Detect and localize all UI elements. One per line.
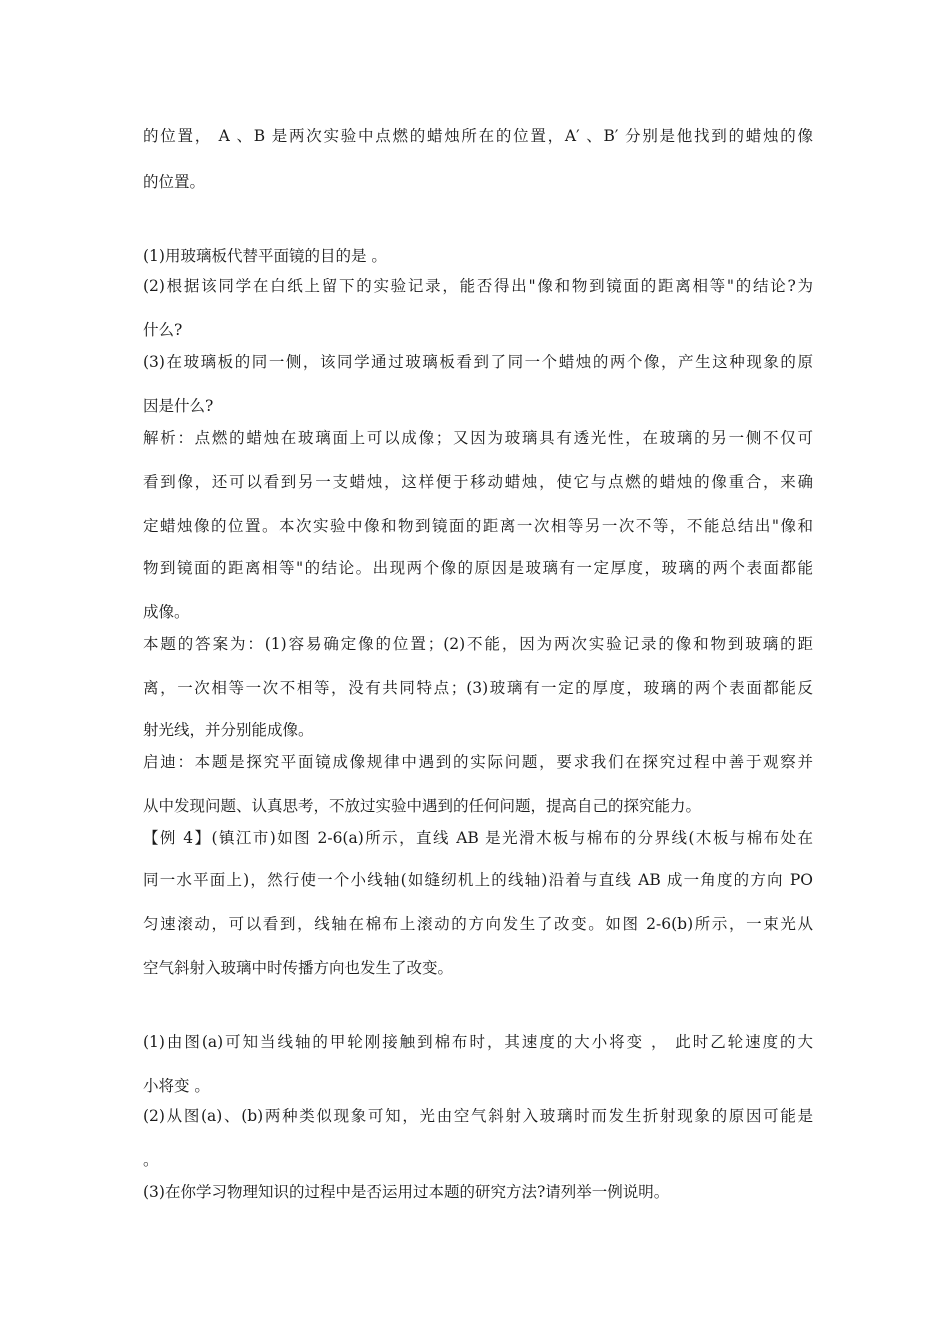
text-line: (2)根据该同学在白纸上留下的实验记录，能否得出"像和物到镜面的距离相等"的结论?为 [143,277,813,295]
text-line: 本题的答案为：(1)容易确定像的位置；(2)不能，因为两次实验记录的像和物到玻璃的距 [143,635,813,653]
text-line: (3)在玻璃板的同一侧，该同学通过玻璃板看到了同一个蜡烛的两个像，产生这种现象的原 [143,353,813,371]
text-line: (1)由图(a)可知当线轴的甲轮刚接触到棉布时，其速度的大小将变 ， 此时乙轮速度的大 [143,1033,813,1051]
text-line: 启迪：本题是探究平面镜成像规律中遇到的实际问题，要求我们在探究过程中善于观察并 [143,753,813,771]
text-line: 的位置。 [143,173,206,191]
text-line: (1)用玻璃板代替平面镜的目的是 。 [143,247,387,265]
text-line: (2)从图(a)、(b)两种类似现象可知，光由空气斜射入玻璃时而发生折射现象的原因可能是 [143,1107,813,1125]
text-line: 解析：点燃的蜡烛在玻璃面上可以成像；又因为玻璃具有透光性，在玻璃的另一侧不仅可 [143,429,813,447]
text-line: 成像。 [143,603,190,621]
text-line: 的位置， A 、B 是两次实验中点燃的蜡烛所在的位置，A′ 、B′ 分别是他找到的蜡烛的像 [143,127,813,145]
text-line: 小将变 。 [143,1077,210,1095]
text-line: 定蜡烛像的位置。本次实验中像和物到镜面的距离一次相等另一次不等，不能总结出"像和 [143,517,813,535]
text-line: 空气斜射入玻璃中时传播方向也发生了改变。 [143,959,454,977]
text-line: 物到镜面的距离相等"的结论。出现两个像的原因是玻璃有一定厚度，玻璃的两个表面都能 [143,559,813,577]
text-line: 因是什么? [143,397,214,415]
text-line: 。 [143,1151,159,1169]
text-line: 射光线，并分别能成像。 [143,721,314,739]
text-line: 匀速滚动，可以看到，线轴在棉布上滚动的方向发生了改变。如图 2-6(b)所示，一束光从 [143,915,813,933]
text-line: 同一水平面上)，然行使一个小线轴(如缝纫机上的线轴)沿着与直线 AB 成一角度的方向 PO [143,871,813,889]
text-line: (3)在你学习物理知识的过程中是否运用过本题的研究方法?请列举一例说明。 [143,1183,670,1201]
text-line: 什么? [143,321,183,339]
text-line: 【例 4】(镇江市)如图 2-6(a)所示，直线 AB 是光滑木板与棉布的分界线(木板与棉布处在 [143,829,813,847]
text-line: 从中发现问题、认真思考，不放过实验中遇到的任何问题，提高自己的探究能力。 [143,797,702,815]
text-line: 离，一次相等一次不相等，没有共同特点；(3)玻璃有一定的厚度，玻璃的两个表面都能反 [143,679,813,697]
text-line: 看到像，还可以看到另一支蜡烛，这样便于移动蜡烛，使它与点燃的蜡烛的像重合，来确 [143,473,813,491]
